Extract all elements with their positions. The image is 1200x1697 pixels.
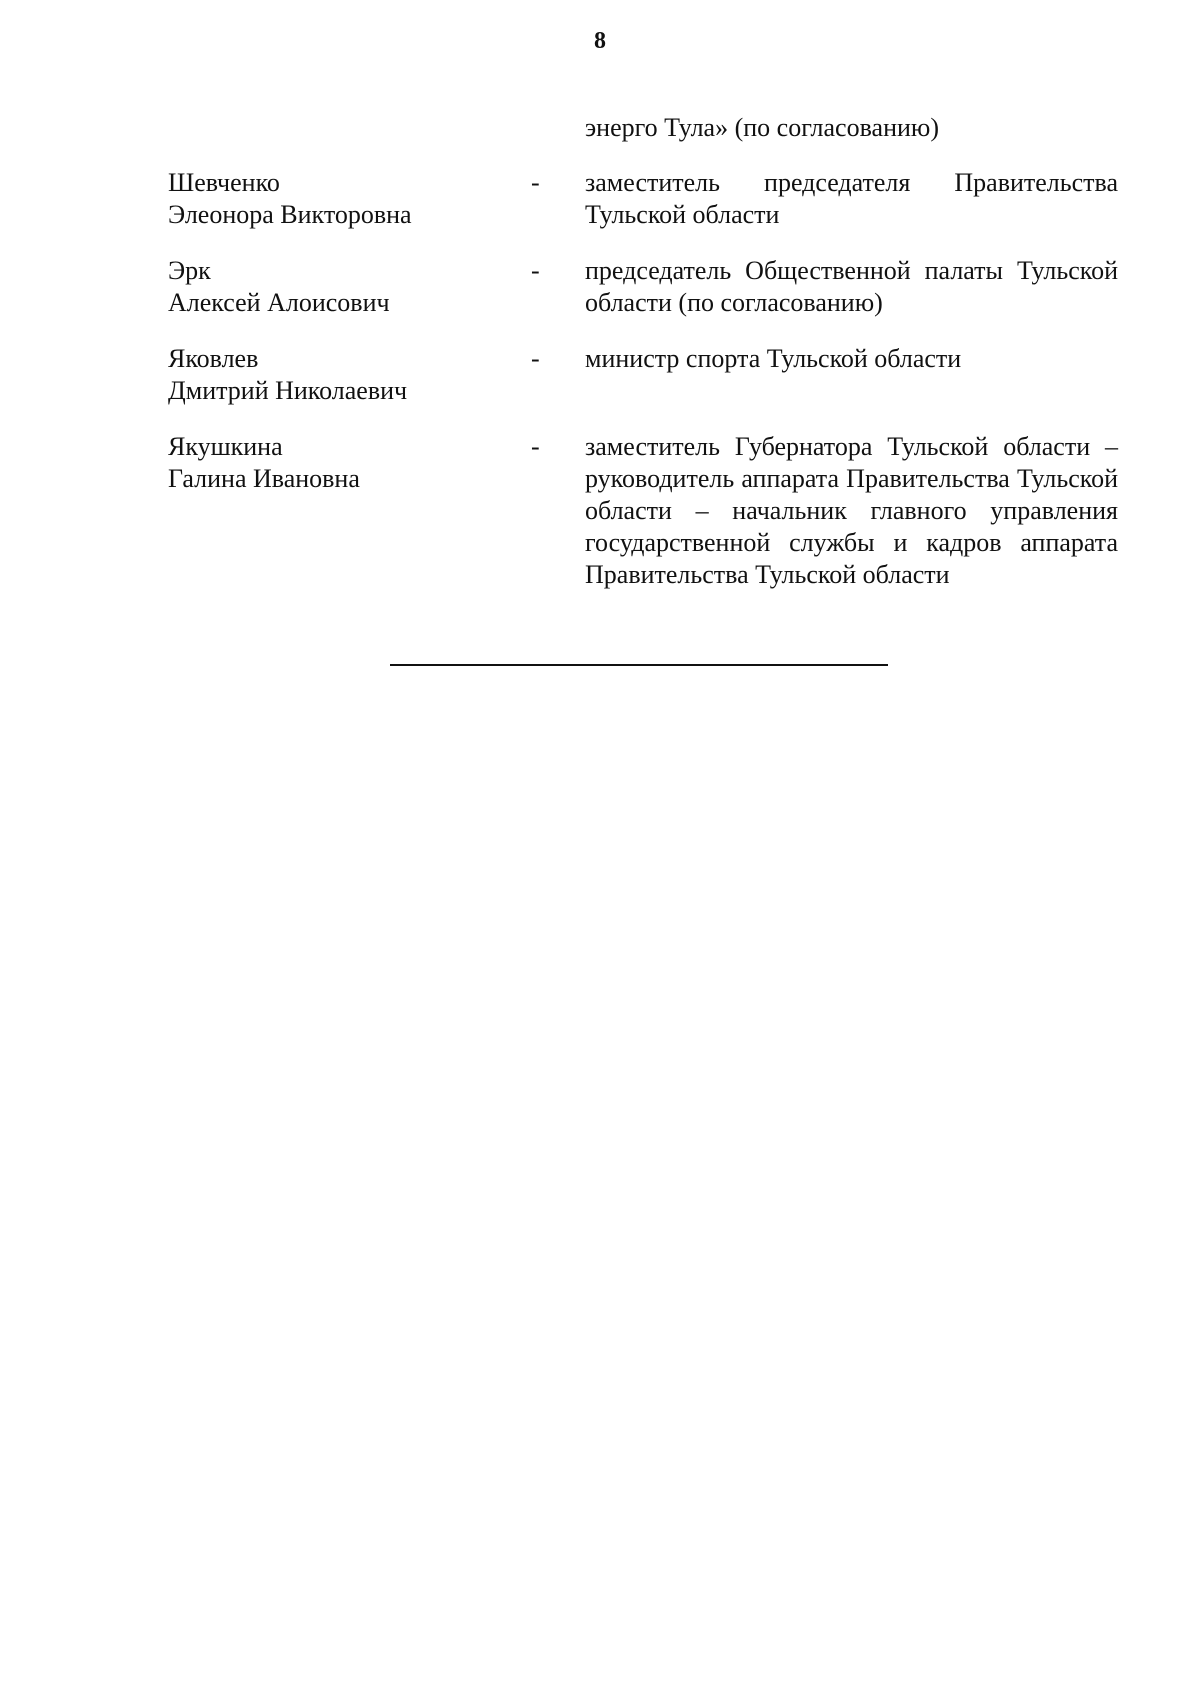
member-name (168, 343, 531, 407)
member-surname: Шевченко (168, 168, 280, 197)
member-surname: Эрк (168, 256, 211, 285)
member-name (168, 431, 531, 591)
member-position: заместитель председателя Правительства Тульской области (585, 168, 1118, 229)
continued-position-text: энерго Тула» (по согласованию) (585, 113, 939, 142)
member-given-names: Алексей Алоисович (168, 288, 390, 317)
member-name (168, 255, 531, 319)
member-given-names: Галина Ивановна (168, 464, 360, 493)
member-surname: Якушкина (168, 432, 283, 461)
member-given-names: Дмитрий Николаевич (168, 376, 408, 405)
member-dash: - (531, 344, 540, 373)
member-row (168, 167, 1118, 231)
member-position: министр спорта Тульской области (585, 344, 962, 373)
member-row (168, 255, 1118, 319)
member-given-names: Элеонора Викторовна (168, 200, 412, 229)
page-number: 8 (594, 28, 606, 54)
member-position: председатель Общественной палаты Тульской области (по согласованию) (585, 256, 1118, 317)
member-dash: - (531, 432, 540, 461)
end-of-list-rule (390, 664, 888, 666)
member-list (168, 167, 1118, 615)
member-dash: - (531, 168, 540, 197)
member-position: заместитель Губернатора Тульской области – руководитель аппарата Правительства Тульской области – начальник главного управления государственной службы и кадров аппарата Правительства Тульской области (585, 432, 1118, 589)
member-surname: Яковлев (168, 344, 259, 373)
member-dash: - (531, 256, 540, 285)
member-row (168, 343, 1118, 407)
member-row (168, 431, 1118, 591)
member-name (168, 167, 531, 231)
